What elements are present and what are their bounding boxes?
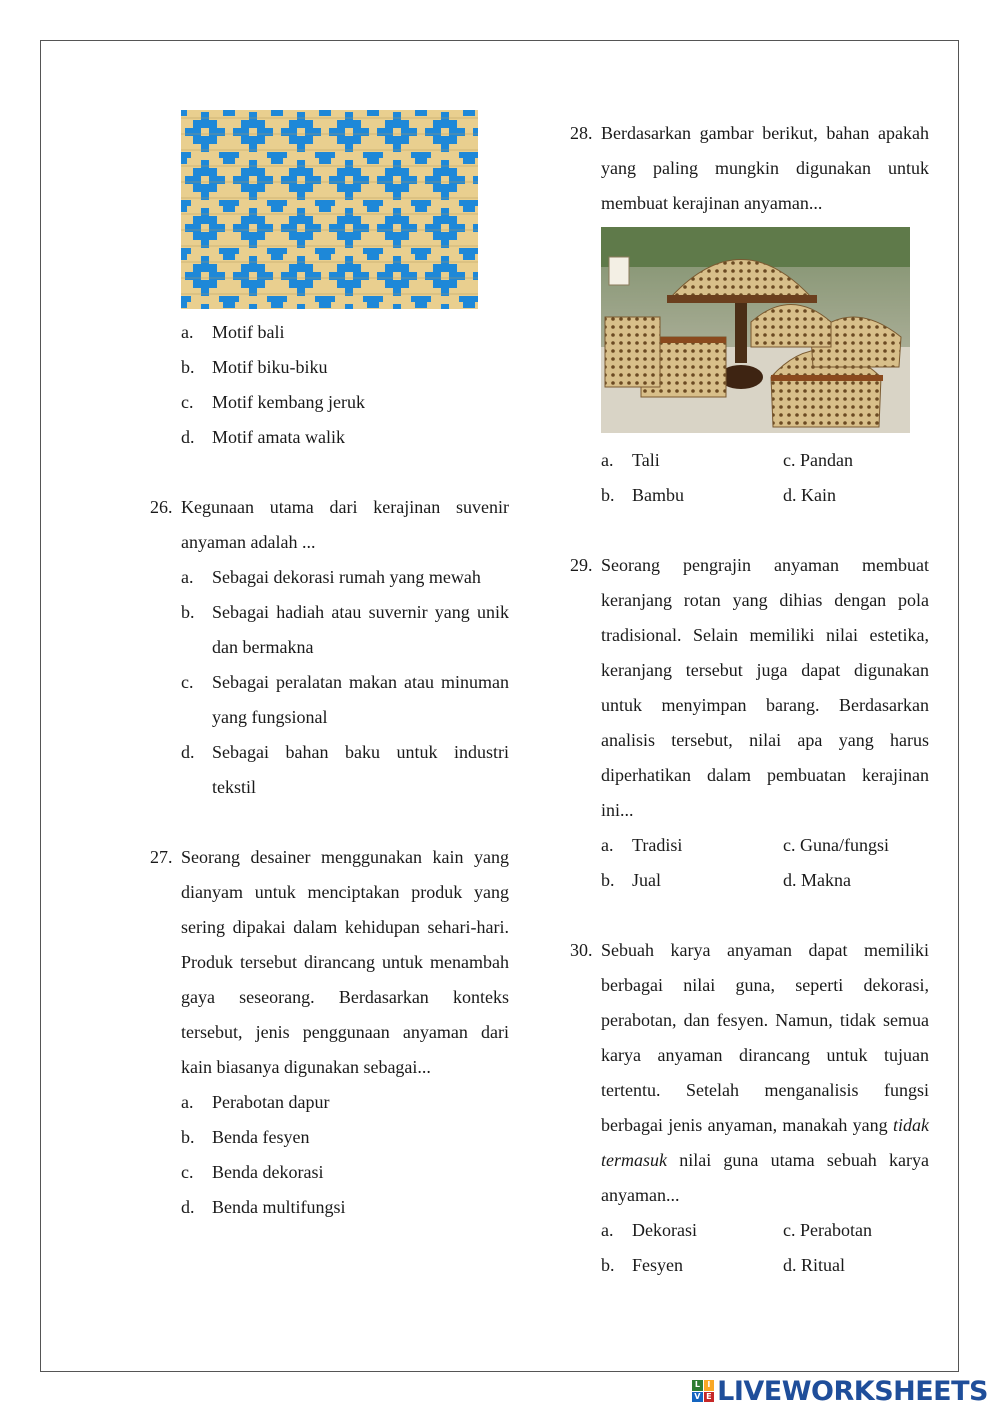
q27-option-b[interactable]: b. Benda fesyen [181, 1127, 310, 1147]
q26-option-a[interactable]: a. Sebagai dekorasi rumah yang mewah [181, 567, 481, 587]
woven-baskets-image [601, 227, 910, 433]
question-number: 28. [570, 123, 593, 143]
q28-option-d[interactable]: d. Kain [783, 485, 836, 505]
q29-option-a[interactable]: a. Tradisi [601, 835, 683, 855]
question-30 [570, 933, 929, 1213]
q27-option-a[interactable]: a. Perabotan dapur [181, 1092, 330, 1112]
question-number: 30. [570, 940, 593, 960]
question-number: 26. [150, 497, 173, 517]
q30-option-d[interactable]: d. Ritual [783, 1255, 845, 1275]
right-column [570, 116, 929, 1283]
q27-option-d[interactable]: d. Benda multifungsi [181, 1197, 346, 1217]
q29-option-c[interactable]: c. Guna/fungsi [783, 835, 889, 855]
q25-option-a[interactable]: a. Motif bali [181, 322, 285, 342]
q27-options [150, 1085, 509, 1225]
q30-options-row-1 [570, 1213, 929, 1248]
liveworksheets-logo-icon: L I V E [692, 1380, 714, 1402]
q28-option-b[interactable]: b. Bambu [601, 485, 684, 505]
q30-option-b[interactable]: b. Fesyen [601, 1255, 683, 1275]
q26-option-d[interactable]: d. Sebagai bahan baku untuk industri tekstil [181, 742, 509, 797]
q28-option-c[interactable]: c. Pandan [783, 450, 853, 470]
left-column [150, 110, 509, 1225]
q28-options-row-1 [570, 443, 929, 478]
q29-options-row-1 [570, 828, 929, 863]
brand-name: LIVEWORKSHEETS [717, 1375, 988, 1407]
question-27 [150, 840, 509, 1085]
question-text: Seorang desainer menggunakan kain yang dianyam untuk menciptakan produk yang sering dipakai dalam kehidupan sehari-hari. Produk tersebut dirancang untuk menambah gaya seseorang. Berdasarkan konteks tersebut, jenis penggunaan anyaman dari kain biasanya digunakan sebagai... [181, 847, 509, 1077]
q26-option-c[interactable]: c. Sebagai peralatan makan atau minuman yang fungsional [181, 672, 509, 727]
q25-options [150, 315, 509, 455]
q29-option-d[interactable]: d. Makna [783, 870, 851, 890]
question-text-part-1: Sebuah karya anyaman dapat memiliki berbagai nilai guna, seperti dekorasi, perabotan, dan fesyen. Namun, tidak semua karya anyaman dirancang untuk tujuan tertentu. Setelah menganalisis fungsi berbagai jenis anyaman, manakah yang [601, 940, 929, 1135]
q29-option-b[interactable]: b. Jual [601, 870, 661, 890]
q29-options-row-2 [570, 863, 929, 898]
q26-option-b[interactable]: b. Sebagai hadiah atau suvernir yang unik dan bermakna [181, 602, 509, 657]
q30-option-c[interactable]: c. Perabotan [783, 1220, 872, 1240]
q30-option-a[interactable]: a. Dekorasi [601, 1220, 697, 1240]
q26-options [150, 560, 509, 805]
question-26 [150, 490, 509, 560]
question-text-part-2: nilai guna utama sebuah karya anyaman... [601, 1150, 929, 1205]
q25-option-c[interactable]: c. Motif kembang jeruk [181, 392, 365, 412]
question-text-emphasis: tidak termasuk [601, 1115, 929, 1170]
question-28 [570, 116, 929, 221]
question-number: 27. [150, 847, 173, 867]
woven-pattern-image [181, 110, 478, 309]
liveworksheets-brand[interactable] [692, 1376, 988, 1406]
q25-option-b[interactable]: b. Motif biku-biku [181, 357, 328, 377]
q25-option-d[interactable]: d. Motif amata walik [181, 427, 345, 447]
question-29 [570, 548, 929, 828]
q28-option-a[interactable]: a. Tali [601, 450, 660, 470]
question-number: 29. [570, 555, 593, 575]
q27-option-c[interactable]: c. Benda dekorasi [181, 1162, 324, 1182]
question-text: Kegunaan utama dari kerajinan suvenir anyaman adalah ... [181, 497, 509, 552]
q28-options-row-2 [570, 478, 929, 513]
q30-options-row-2 [570, 1248, 929, 1283]
question-text: Berdasarkan gambar berikut, bahan apakah yang paling mungkin digunakan untuk membuat kerajinan anyaman... [601, 123, 929, 213]
question-text: Seorang pengrajin anyaman membuat keranjang rotan yang dihias dengan pola tradisional. Selain memiliki nilai estetika, keranjang tersebut juga dapat digunakan untuk menyimpan barang. Berdasarkan analisis tersebut, nilai apa yang harus diperhatikan dalam pembuatan kerajinan ini... [601, 555, 929, 820]
